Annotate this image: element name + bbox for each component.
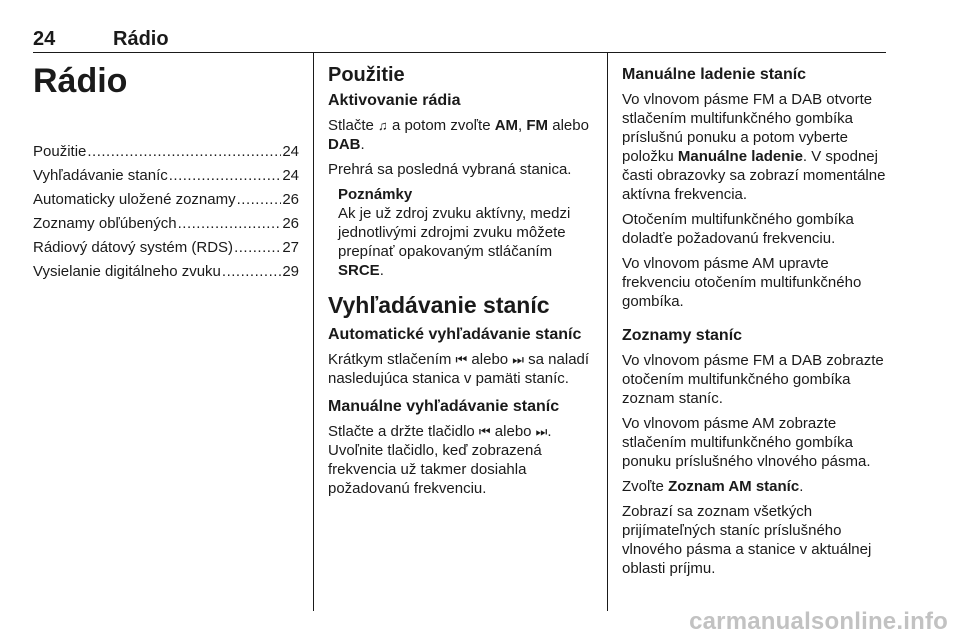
heading-usage: Použitie [328,64,405,86]
paragraph-lists-1: Vo vlnovom pásme FM a DAB zobrazte otočením multifunkčného gombíka zoznam staníc. [622,352,884,407]
paragraph-activate: Stlačte ♫ a potom zvoľte AM, FM alebo DAB. [328,117,589,153]
column-divider-1 [313,53,314,611]
paragraph-auto-search: Krátkym stlačením ⏮ alebo ⏭ sa naladí nasledujúca stanica v pamäti staníc. [328,351,590,387]
column-toc [33,56,299,284]
heading-auto-search: Automatické vyhľadávanie staníc [328,326,582,343]
toc-item[interactable]: Použitie ..... 24 [33,140,299,164]
paragraph-lists-3: Zvoľte Zoznam AM staníc. [622,478,804,495]
paragraph-last-station: Prehrá sa posledná vybraná stanica. [328,161,572,178]
paragraph-tuning-3: Vo vlnovom pásme AM upravte frekvenciu otočením multifunkčného gombíka. [622,255,862,310]
paragraph-lists-4: Zobrazí sa zoznam všetkých prijímateľných staníc príslušného vlnového pásma a stanice v aktuálnej oblasti príjmu. [622,503,872,577]
skip-forward-icon: ⏭ [535,424,548,439]
toc-item[interactable]: Zoznamy obľúbených ..... 26 [33,212,299,236]
column-divider-2 [607,53,608,611]
running-title: Rádio [113,28,169,50]
heading-station-search: Vyhľadávanie staníc [328,292,550,318]
toc-item[interactable]: Vysielanie digitálneho zvuku ..... 29 [33,260,299,284]
heading-activate-radio: Aktivovanie rádia [328,92,461,109]
skip-forward-icon: ⏭ [512,352,524,367]
paragraph-lists-2: Vo vlnovom pásme AM zobrazte stlačením multifunkčného gombíka ponuku príslušného vlnového pásma. [622,415,871,470]
column-manual-tuning [622,56,888,584]
column-usage [328,56,592,504]
skip-back-icon: ⏮ [478,424,491,439]
table-of-contents [33,140,299,284]
toc-item[interactable]: Vyhľadávanie staníc ..... 24 [33,164,299,188]
page-number: 24 [33,28,56,50]
heading-station-lists: Zoznamy staníc [622,327,743,344]
heading-manual-search: Manuálne vyhľadávanie staníc [328,398,560,415]
paragraph-tuning-1: Vo vlnovom pásme FM a DAB otvorte stlačením multifunkčného gombíka príslušnú ponuku a potom vyberte položku Manuálne ladenie. V spodnej časti obrazovky sa zobrazí momentálne aktívna frekvencia. [622,91,886,203]
note-title: Poznámky [338,186,413,203]
toc-item[interactable]: Rádiový dátový systém (RDS) ..... 27 [33,236,299,260]
skip-back-icon: ⏮ [455,352,468,367]
note-box [338,185,592,280]
paragraph-tuning-2: Otočením multifunkčného gombíka doladťe požadovanú frekvenciu. [622,211,854,247]
toc-item[interactable]: Automaticky uložené zoznamy ..... 26 [33,188,299,212]
note-text: Ak je už zdroj zvuku aktívny, medzi jednotlivými zdrojmi zvuku môžete prepínať opakovaným stláčaním SRCE. [338,205,571,279]
source-icon: ♫ [378,118,388,133]
chapter-title: Rádio [33,62,128,100]
watermark: carmanualsonline.info [689,608,948,635]
paragraph-manual-search: Stlačte a držte tlačidlo ⏮ alebo ⏭. Uvoľnite tlačidlo, keď zobrazená frekvencia už takmer dosiahla požadovanú frekvenciu. [328,423,552,497]
page-header [33,28,886,53]
heading-manual-tuning: Manuálne ladenie staníc [622,66,807,83]
